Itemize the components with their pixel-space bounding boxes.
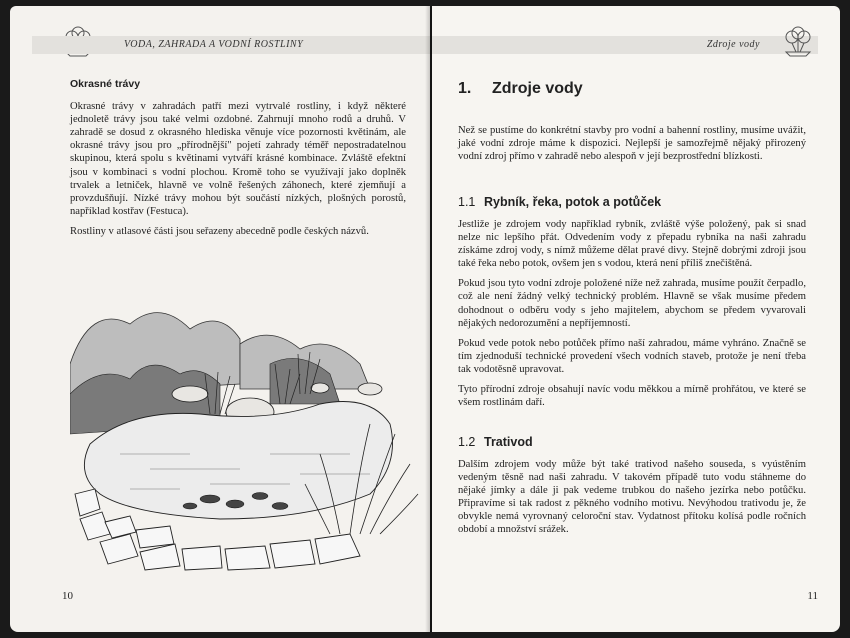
right-page <box>432 6 840 632</box>
paragraph: Dalším zdrojem vody může být také trativod našeho souseda, s vyústěním vedeným těsně nad naši zahradu. V takovém případě tuto vodu stáhneme do nějaké jímky a dále ji pak vedeme trubkou do našeho jezírka nebo potůčku. Připravíme si tak radost z pěkného vodního motivu. Nevýhodou trativodu je, že obvykle nemá vyrovnaný celoroční stav. Vydatnost přítoku kolísá podle ročních období a množství srážek. <box>458 459 806 536</box>
paragraph: Okrasné trávy v zahradách patří mezi vytrvalé rostliny, i když některé jednoletě trávy jsou také velmi ozdobné. Zahrnují mnoho rodů a druhů. V zahradě se dosud z okrasného hlediska věnuje více pozornosti květinám, ale okrasné trávy jsou pro „přírodnější" pojetí zahrady téměř nepostradatelnou skupinou, která spolu s květinami vytváří krásné kombinace. Zvláště efektní jsou v kombinaci s vodní plochou. Kromě toho se využívají jako doplněk trvalek a letniček, hlavně ve volně řešených záhonech, které zjemňují a provzdušňují. Nízké trávy mohou být součástí nízkých, plošných porostů, například kostřav (Festuca). <box>70 101 406 217</box>
section-number: 1.1 <box>458 195 476 209</box>
running-header: Zdroje vody <box>432 36 818 54</box>
paragraph: Pokud vede potok nebo potůček přímo naší zahradou, máme vyhráno. Značně se tím zjednoduší technické provedení všech vodních staveb, protože je není třeba tak vodotěsně upravovat. <box>458 337 806 375</box>
section-heading <box>458 195 661 209</box>
paragraph: Jestliže je zdrojem vody například rybník, zvláště výše položený, pak si snad nelze nic lepšího přát. Odvedením vody z přepadu rybníka na naši zahradu získáme zdroj vody, s nímž můžeme dělat pravé divy. Stejně dobrými zdroji jsou také řeka nebo potok, ovšem jen s vodou, která není příliš znečištěná. <box>458 219 806 270</box>
chapter-title: Zdroje vody <box>492 80 583 97</box>
paragraph: Pokud jsou tyto vodní zdroje položené níže než zahrada, musíme použít čerpadlo, což ale není žádný velký technický problém. Hlavně se však musíme předem dohodnout o odběru vody s jeho majitelem, abychom se předem vyvarovali nějakých nedorozumění a nepříjemností. <box>458 278 806 329</box>
paragraph: Než se pustíme do konkrétní stavby pro vodní a bahenní rostliny, musíme uvážit, jaké vodní zdroje máme k dispozici. Nejlepší je samozřejmě nějaký přirozený vodní zdroj přímo v zahradě nebo alespoň v její bezprostřední blízkosti. <box>458 125 806 163</box>
chapter-number: 1. <box>458 80 472 97</box>
left-text-block <box>70 78 406 245</box>
section-number: 1.2 <box>458 435 476 449</box>
chapter-heading <box>458 80 583 98</box>
section-heading: Okrasné trávy <box>70 78 141 90</box>
paragraph: Tyto přírodní zdroje obsahují navíc vodu měkkou a mírně prohřátou, ve které se všem rostlinám daří. <box>458 384 806 409</box>
intro-paragraph <box>458 124 806 170</box>
page-number: 11 <box>807 590 818 602</box>
plant-logo-icon <box>782 26 814 58</box>
running-header: VODA, ZAHRADA A VODNÍ ROSTLINY <box>32 36 430 54</box>
garden-pond-illustration <box>70 294 420 572</box>
section-body <box>458 458 806 544</box>
section-body <box>458 218 806 416</box>
page-number: 10 <box>62 590 73 602</box>
section-title: Trativod <box>484 435 533 449</box>
section-title: Rybník, řeka, potok a potůček <box>484 195 662 209</box>
left-page <box>10 6 430 632</box>
section-heading <box>458 435 533 449</box>
paragraph: Rostliny v atlasové části jsou seřazeny abecedně podle českých názvů. <box>70 225 369 237</box>
